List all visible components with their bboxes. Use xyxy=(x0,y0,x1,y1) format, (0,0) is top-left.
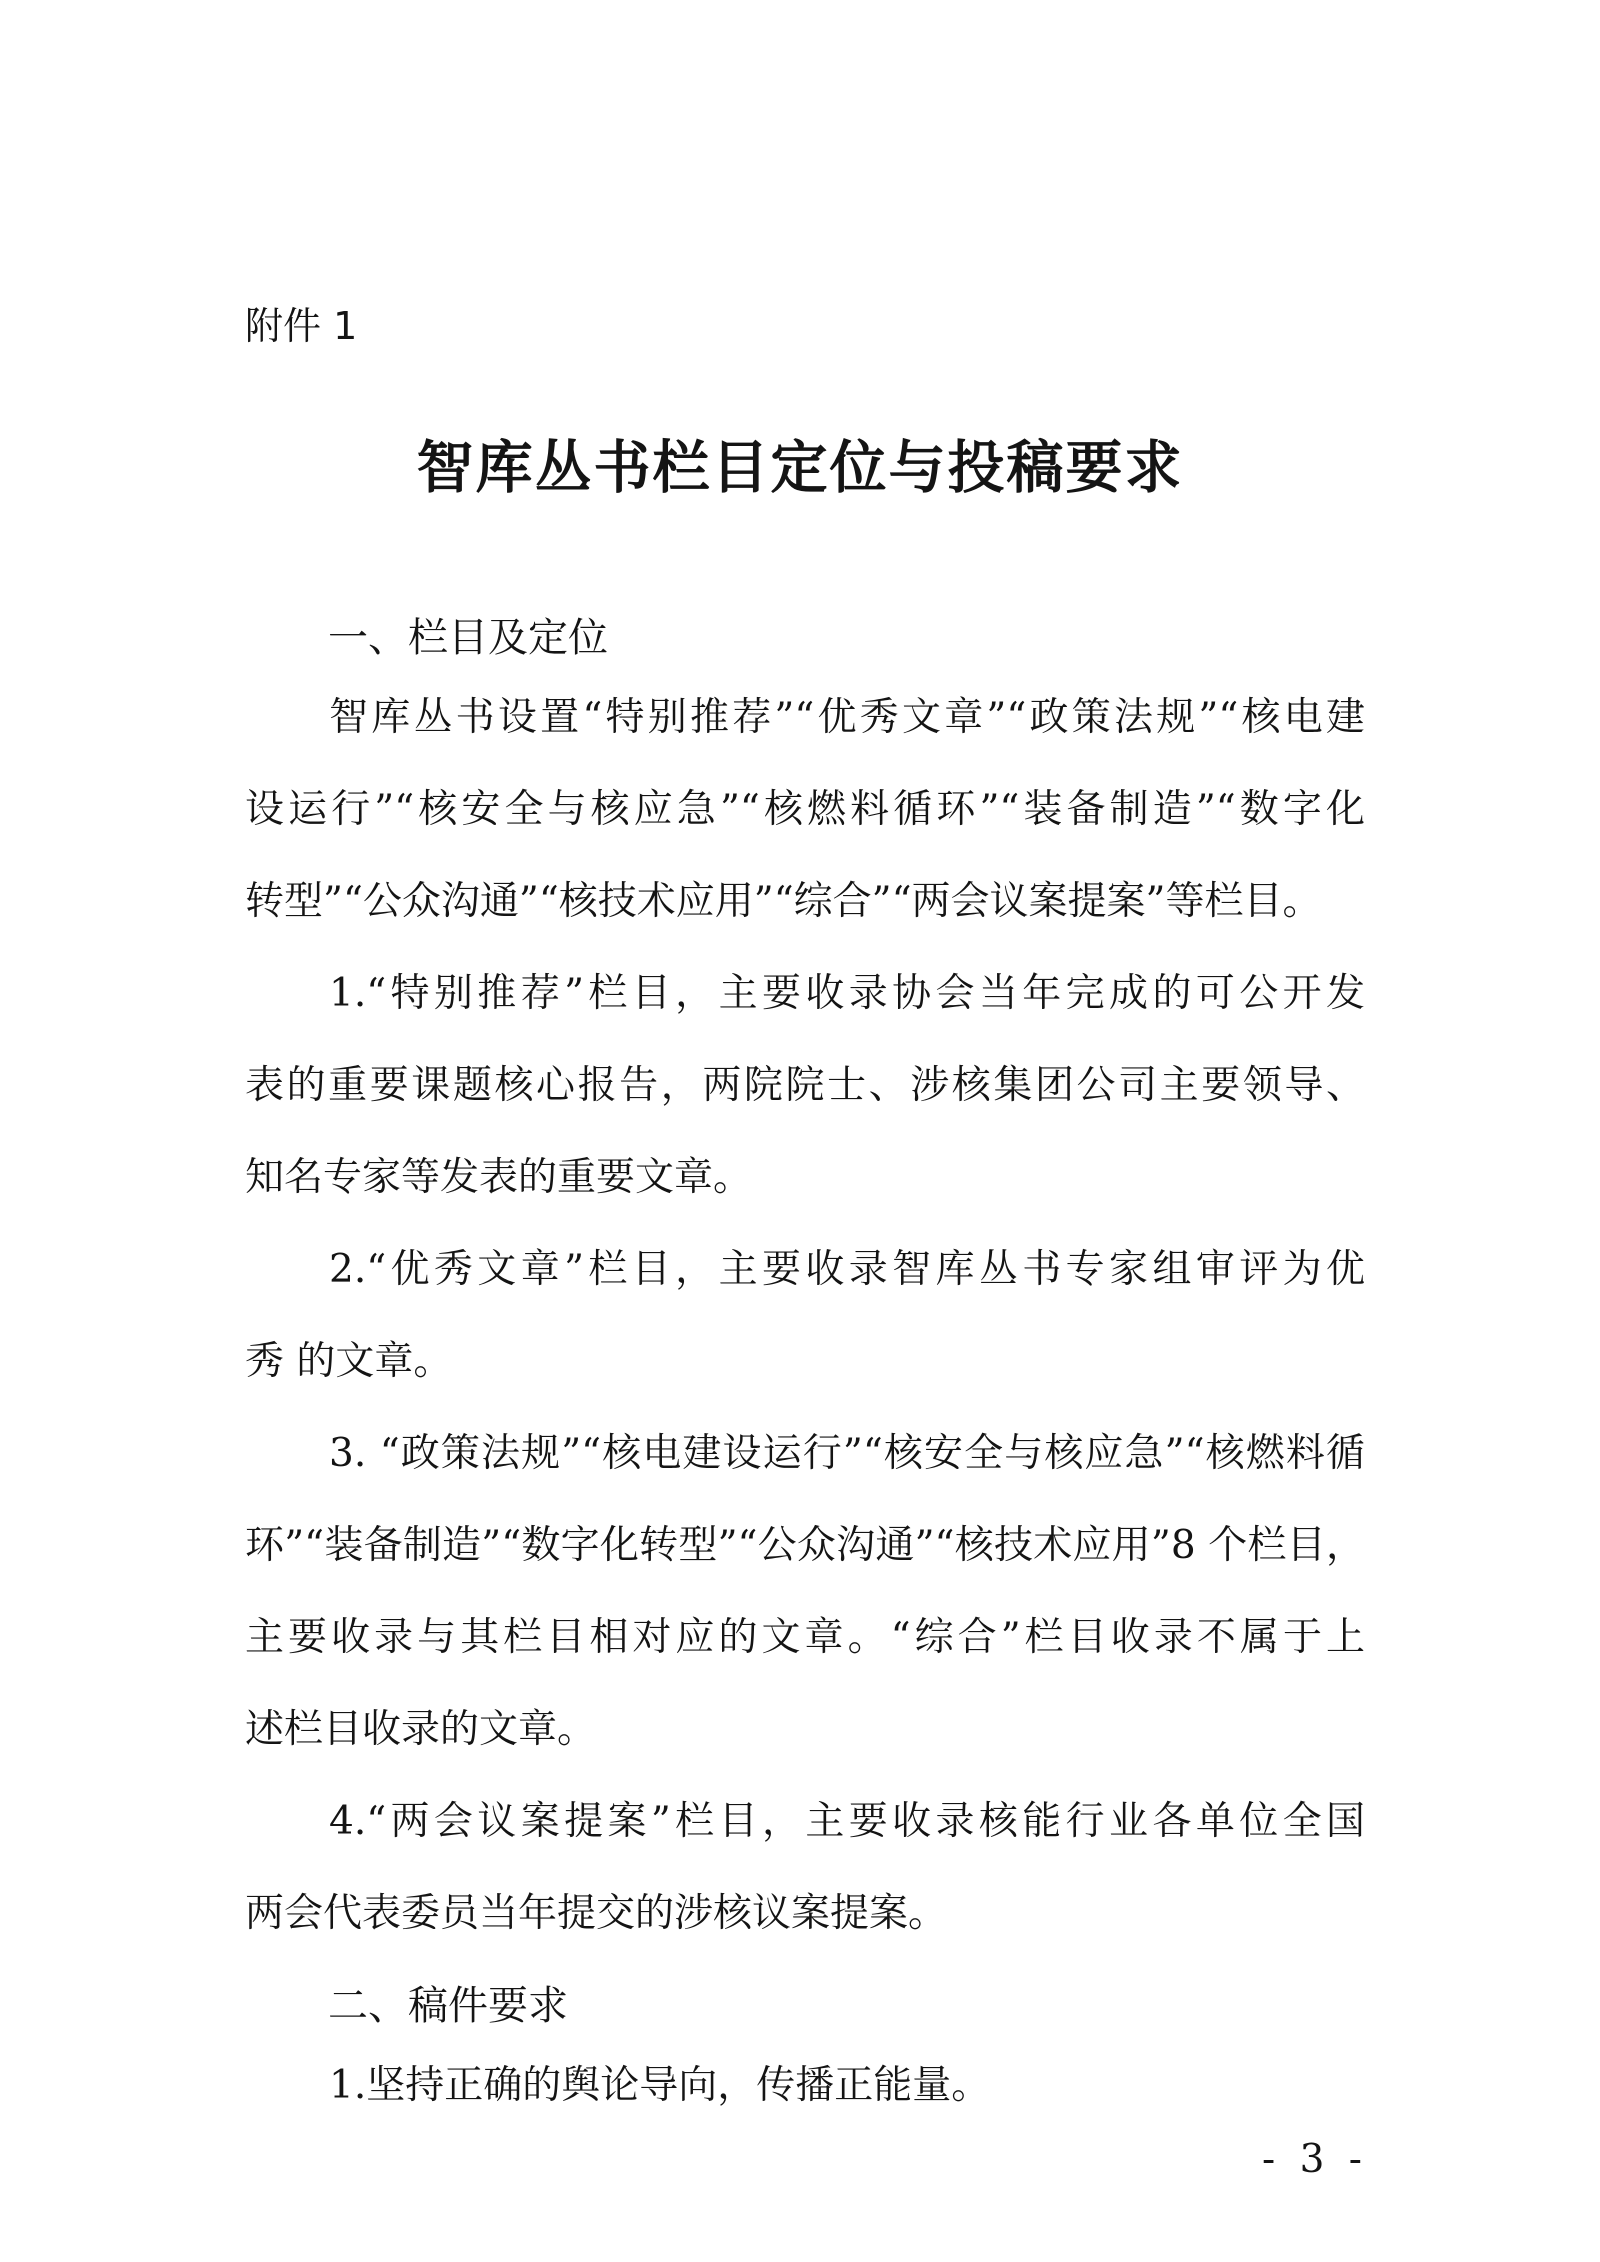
text-line: 环”“装备制造”“数字化转型”“公众沟通”“核技术应用”8 个栏目， xyxy=(245,1523,1365,1568)
attachment-label: 附件 1 xyxy=(245,304,358,348)
text-line: 两会代表委员当年提交的涉核议案提案。 xyxy=(245,1891,948,1936)
text-line: 4.“两会议案提案”栏目，主要收录核能行业各单位全国 xyxy=(329,1799,1365,1844)
text-line: 2.“优秀文章”栏目，主要收录智库丛书专家组审评为优 xyxy=(329,1247,1365,1292)
text-line: 知名专家等发表的重要文章。 xyxy=(245,1155,753,1200)
paragraph-excellent-articles xyxy=(245,1224,1365,1408)
text-line: 1.坚持正确的舆论导向，传播正能量。 xyxy=(329,2063,991,2108)
section-heading-requirements: 二、稿件要求 xyxy=(328,1983,568,2029)
text-line: 述栏目收录的文章。 xyxy=(245,1707,597,1752)
text-line: 转型”“公众沟通”“核技术应用”“综合”“两会议案提案”等栏目。 xyxy=(245,879,1322,924)
text-line: 设运行”“核安全与核应急”“核燃料循环”“装备制造”“数字化 xyxy=(245,787,1365,832)
paragraph-columns-overview xyxy=(245,672,1365,948)
text-line: 主要收录与其栏目相对应的文章。“综合”栏目收录不属于上 xyxy=(245,1615,1365,1660)
paragraph-requirement-1 xyxy=(245,2040,1365,2132)
text-line: 1.“特别推荐”栏目，主要收录协会当年完成的可公开发 xyxy=(329,971,1365,1016)
section-heading-positioning: 一、栏目及定位 xyxy=(328,615,608,661)
page-number: - 3 - xyxy=(1262,2137,1368,2182)
text-line: 3. “政策法规”“核电建设运行”“核安全与核应急”“核燃料循 xyxy=(329,1431,1365,1476)
text-line: 智库丛书设置“特别推荐”“优秀文章”“政策法规”“核电建 xyxy=(329,695,1365,740)
document-title: 智库丛书栏目定位与投稿要求 xyxy=(416,434,1184,501)
text-line: 秀 的文章。 xyxy=(245,1339,453,1384)
paragraph-two-sessions xyxy=(245,1776,1365,1960)
paragraph-special-recommendation xyxy=(245,948,1365,1224)
text-line: 表的重要课题核心报告，两院院士、涉核集团公司主要领导、 xyxy=(245,1063,1365,1108)
paragraph-topic-columns xyxy=(245,1408,1365,1776)
